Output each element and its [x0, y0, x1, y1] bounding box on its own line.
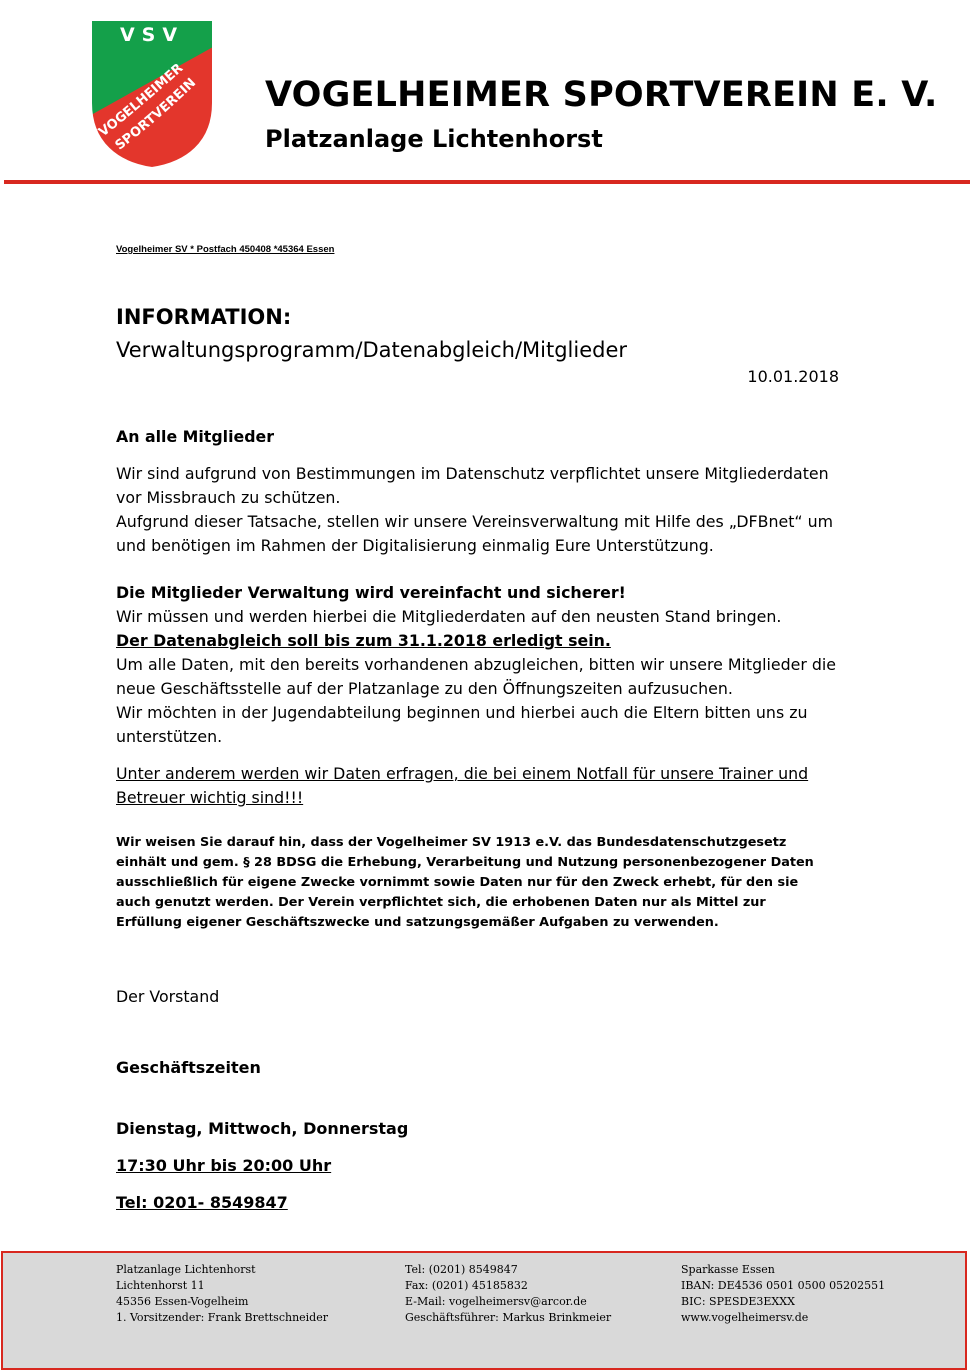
footer-line: BIC: SPESDE3EXXX [681, 1295, 795, 1308]
club-crest-logo [88, 17, 216, 171]
office-hours-days: Dienstag, Mittwoch, Donnerstag [116, 1119, 409, 1138]
footer-line: 45356 Essen-Vogelheim [116, 1295, 249, 1308]
footer-line: IBAN: DE4536 0501 0500 05202551 [681, 1279, 886, 1292]
header-divider [4, 180, 970, 184]
organization-title: VOGELHEIMER SPORTVEREIN E. V. [265, 75, 938, 115]
paragraph-line: Wir müssen und werden hierbei die Mitgliederdaten auf den neusten Stand bringen. [116, 607, 782, 626]
logo-arc-text-top: VOGELHEIMER [96, 60, 187, 141]
organization-subtitle: Platzanlage Lichtenhorst [265, 125, 603, 153]
paragraph-line: Um alle Daten, mit den bereits vorhandenen abzugleichen, bitten wir unsere Mitglieder die neue Geschäftsstelle auf der Platzanlage zu den Öffnungszeiten aufzusuchen. [116, 655, 837, 698]
footer-address [116, 1262, 328, 1326]
footer-line: Geschäftsführer: Markus Brinkmeier [405, 1311, 612, 1324]
salutation: An alle Mitglieder [116, 427, 275, 446]
footer-line: 1. Vorsitzender: Frank Brettschneider [116, 1311, 328, 1324]
paragraph-member-admin [116, 581, 851, 749]
sender-address-line: Vogelheimer SV * Postfach 450408 *45364 Essen [116, 244, 335, 255]
logo-arc-text-bottom: SPORTVEREIN [112, 75, 200, 154]
letter-date: 10.01.2018 [747, 367, 839, 386]
paragraph-line: Wir sind aufgrund von Bestimmungen im Datenschutz verpflichtet unsere Mitgliederdaten vor Missbrauch zu schützen. [116, 464, 829, 507]
footer-line: Platzanlage Lichtenhorst [116, 1263, 256, 1276]
paragraph-line: Aufgrund dieser Tatsache, stellen wir unsere Vereinsverwaltung mit Hilfe des „DFBnet“ um und benötigen im Rahmen der Digitalisierung einmalig Eure Unterstützung. [116, 512, 834, 555]
office-phone: Tel: 0201- 8549847 [116, 1193, 288, 1212]
legal-notice: Wir weisen Sie darauf hin, dass der Vogelheimer SV 1913 e.V. das Bundesdatenschutzgesetz einhält und gem. § 28 BDSG die Erhebung, Verarbeitung und Nutzung personenbezogener Daten ausschließlich für eigene Zwecke vornimmt sowie Daten nur für den Zweck erhebt, für den sie auch genutzt werden. Der Verein verpflichtet sich, die erhobenen Daten nur als Mittel zur Erfüllung eigener Geschäftszwecke und satzungsgemäßer Aufgaben zu verwenden. [116, 835, 814, 930]
footer [1, 1251, 967, 1370]
office-hours-time: 17:30 Uhr bis 20:00 Uhr [116, 1156, 332, 1175]
logo-initials: VSV [119, 24, 185, 46]
paragraph-line: Wir möchten in der Jugendabteilung beginnen und hierbei auch die Eltern bitten uns zu unterstützen. [116, 703, 808, 746]
footer-line: Tel: (0201) 8549847 [405, 1263, 518, 1276]
footer-contact [405, 1262, 611, 1326]
footer-line: Fax: (0201) 45185832 [405, 1279, 528, 1292]
deadline-notice: Der Datenabgleich soll bis zum 31.1.2018 erledigt sein. [116, 631, 611, 650]
emergency-data-notice: Unter anderem werden wir Daten erfragen, die bei einem Notfall für unsere Trainer und Betreuer wichtig sind!!! [116, 764, 809, 807]
footer-bank [681, 1262, 885, 1326]
footer-line: E-Mail: vogelheimersv@arcor.de [405, 1295, 587, 1308]
info-heading: INFORMATION: [116, 305, 292, 329]
paragraph-headline: Die Mitglieder Verwaltung wird vereinfacht und sicherer! [116, 583, 626, 602]
paragraph-data-protection [116, 462, 851, 558]
footer-line: Sparkasse Essen [681, 1263, 775, 1276]
signoff: Der Vorstand [116, 987, 220, 1006]
footer-line: Lichtenhorst 11 [116, 1279, 205, 1292]
office-hours-title: Geschäftszeiten [116, 1058, 261, 1077]
info-subheading: Verwaltungsprogramm/Datenabgleich/Mitglieder [116, 338, 628, 362]
footer-line: www.vogelheimersv.de [681, 1311, 809, 1324]
